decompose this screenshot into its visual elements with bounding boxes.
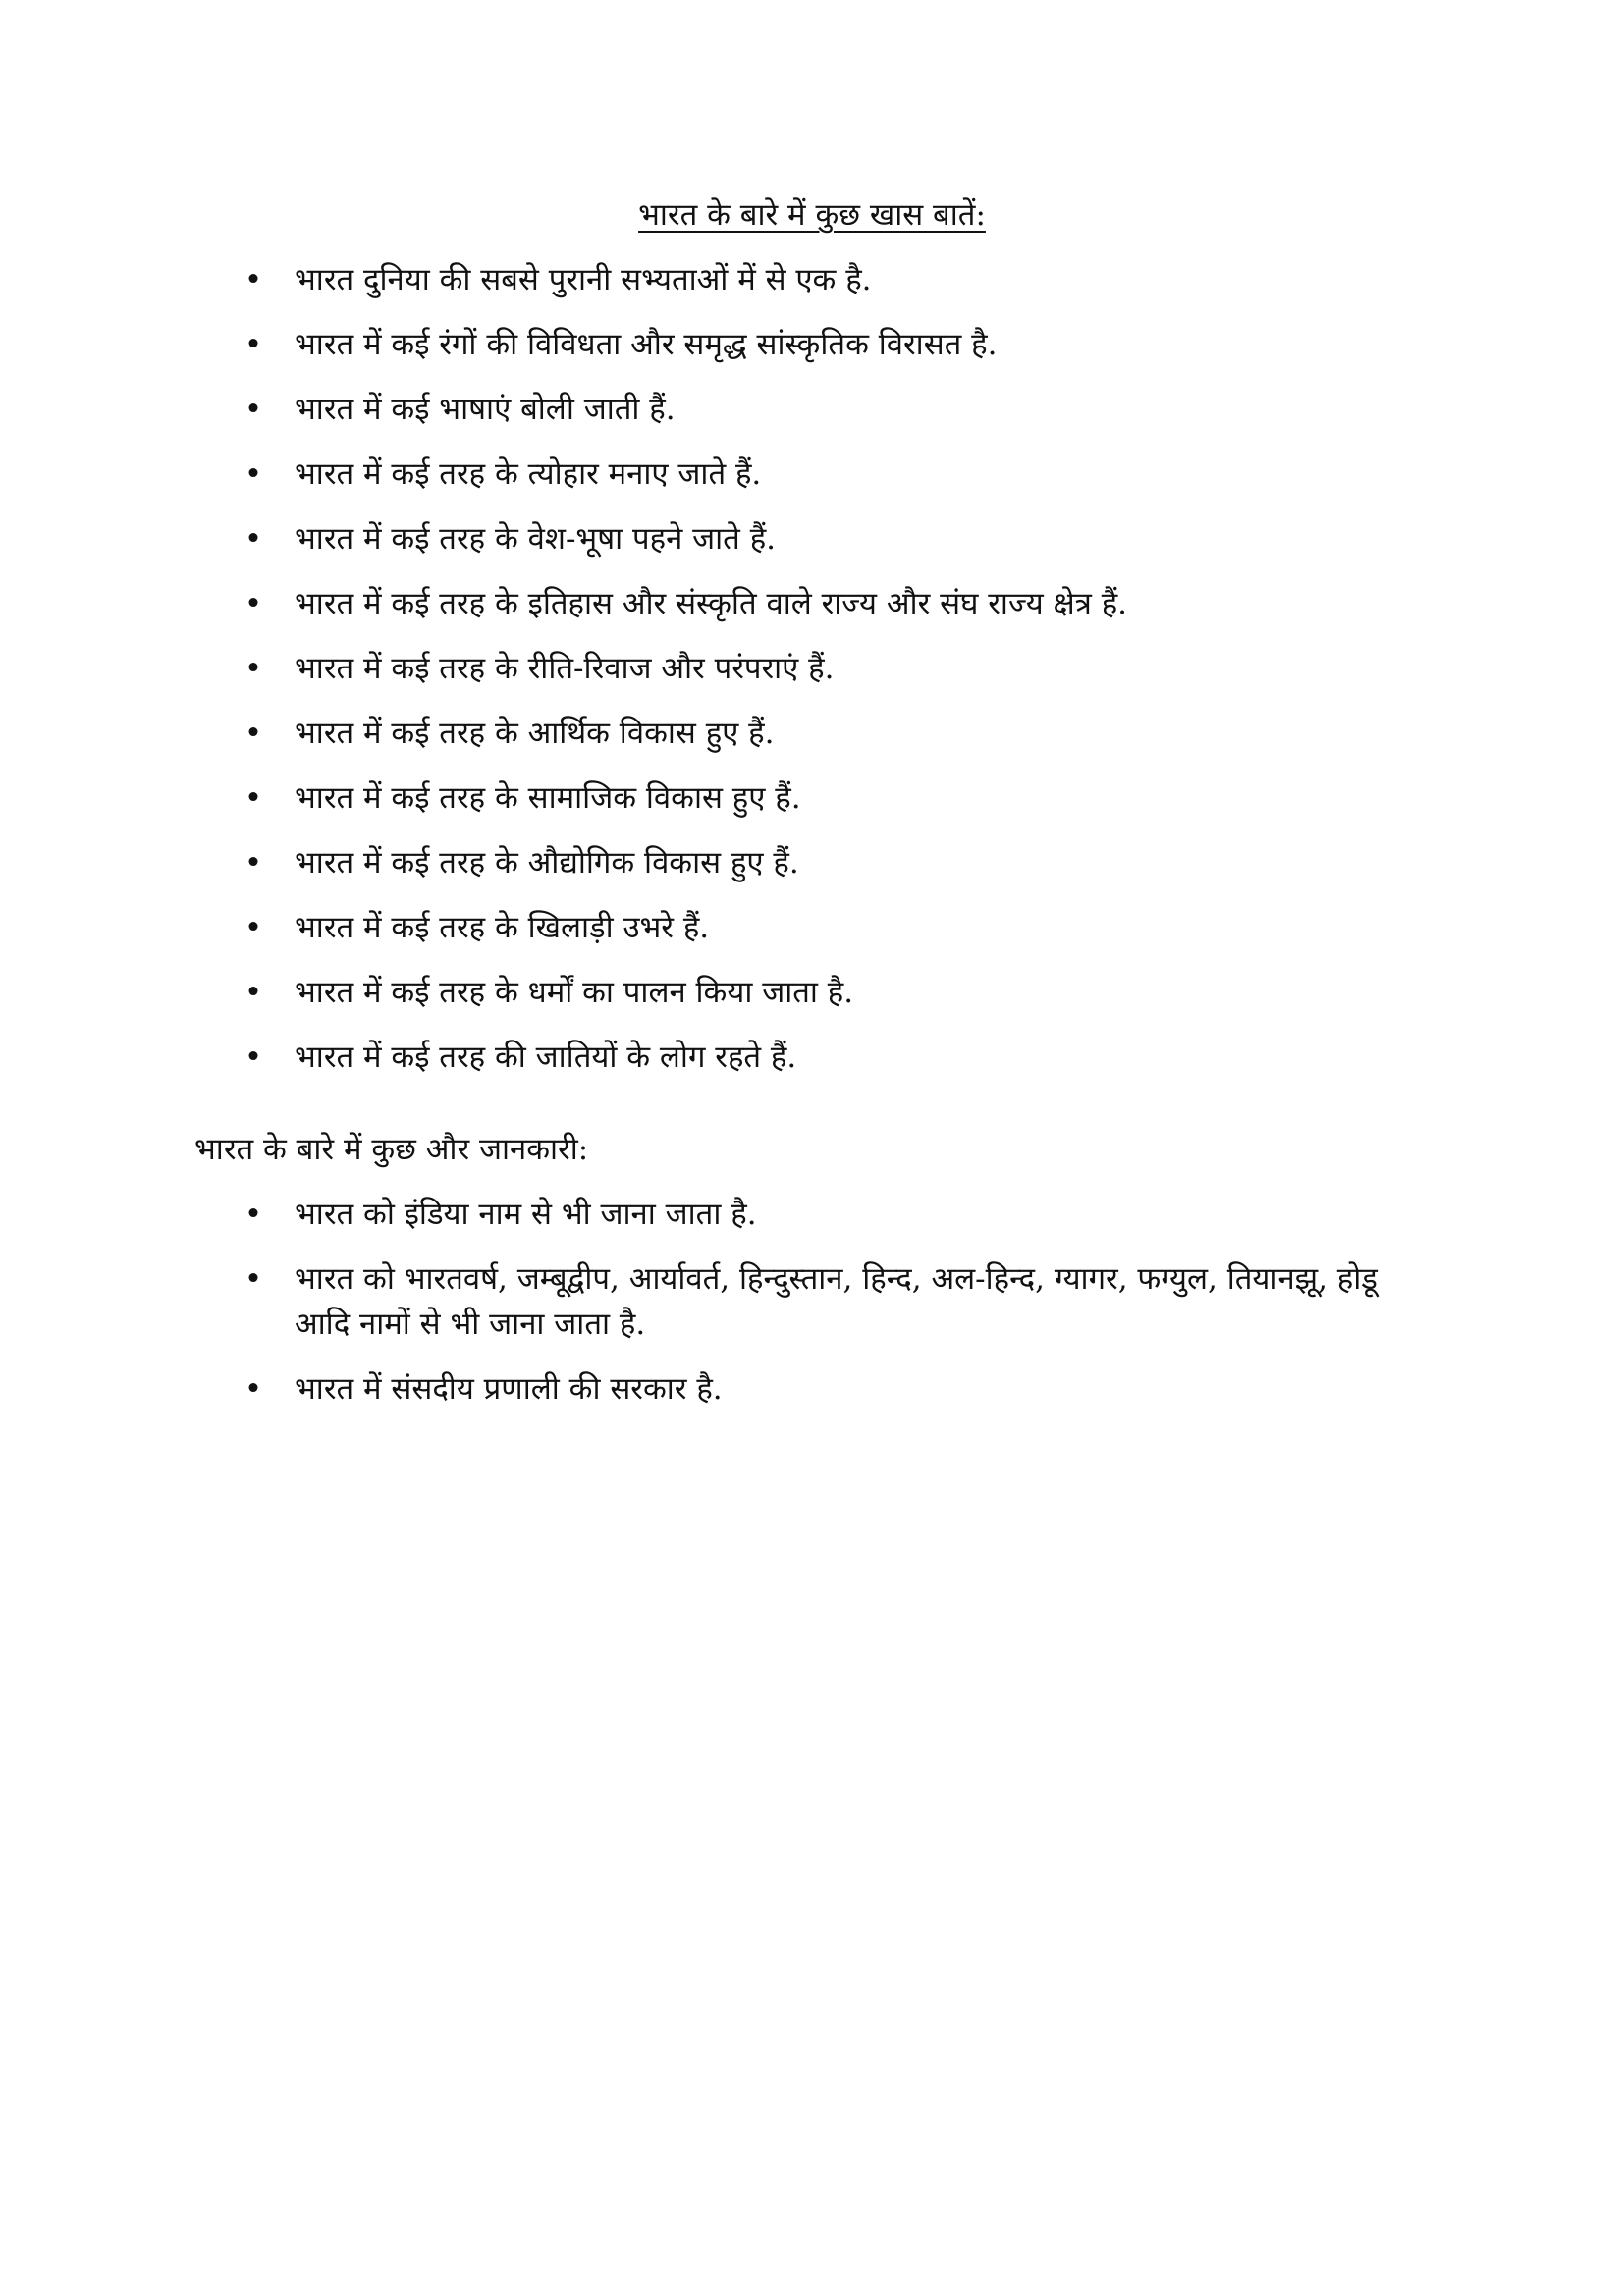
bullet-icon: •	[244, 521, 263, 557]
list-item-text: भारत को इंडिया नाम से भी जाना जाता है.	[295, 1197, 757, 1232]
bullet-icon: •	[244, 1197, 263, 1232]
list-item-text: भारत में संसदीय प्रणाली की सरकार है.	[295, 1371, 723, 1407]
list-item	[244, 1256, 1422, 1347]
list-item	[244, 905, 1422, 950]
bullet-icon: •	[244, 327, 263, 362]
bullet-icon: •	[244, 716, 263, 751]
list-item	[244, 775, 1422, 821]
list-item-text: भारत को भारतवर्ष, जम्बूद्वीप, आर्यावर्त, हिन्दुस्तान, हिन्द, अल-हिन्द, ग्यागर, फग्युल, तियानझू, होडू आदि नामों से भी जाना जाता है.	[295, 1261, 1378, 1342]
list-item-text: भारत दुनिया की सबसे पुरानी सभ्यताओं में से एक है.	[295, 262, 872, 297]
bullet-icon: •	[244, 780, 263, 816]
bullet-icon: •	[244, 262, 263, 297]
list-item	[244, 711, 1422, 756]
list-item	[244, 581, 1422, 626]
list-item	[244, 387, 1422, 432]
list-item-text: भारत में कई तरह के औद्योगिक विकास हुए हैं.	[295, 845, 799, 881]
list-item-text: भारत में कई तरह के धर्मों का पालन किया जाता है.	[295, 975, 854, 1010]
page-title-text: भारत के बारे में कुछ खास बातें:	[638, 197, 986, 233]
section-subheading: भारत के बारे में कुछ और जानकारी:	[194, 1132, 589, 1167]
list-item	[244, 322, 1422, 367]
bullet-icon: •	[244, 845, 263, 881]
more-info-list	[244, 1192, 1422, 1431]
list-item-text: भारत में कई तरह के इतिहास और संस्कृति वाले राज्य और संघ राज्य क्षेत्र हैं.	[295, 586, 1128, 621]
list-item-text: भारत में कई भाषाएं बोली जाती हैं.	[295, 392, 676, 427]
list-item	[244, 646, 1422, 691]
list-item-text: भारत में कई तरह के त्योहार मनाए जाते हैं.	[295, 456, 762, 492]
facts-list	[244, 257, 1422, 1099]
bullet-icon: •	[244, 586, 263, 621]
list-item-text: भारत में कई रंगों की विविधता और समृद्ध सांस्कृतिक विरासत है.	[295, 327, 998, 362]
bullet-icon: •	[244, 910, 263, 945]
list-item-text: भारत में कई तरह के आर्थिक विकास हुए हैं.	[295, 716, 775, 751]
page-title	[0, 192, 1624, 238]
list-item	[244, 452, 1422, 497]
list-item	[244, 1366, 1422, 1412]
bullet-icon: •	[244, 651, 263, 686]
bullet-icon: •	[244, 1371, 263, 1407]
list-item-text: भारत में कई तरह की जातियों के लोग रहते हैं.	[295, 1040, 797, 1075]
list-item-text: भारत में कई तरह के वेश-भूषा पहने जाते हैं.	[295, 521, 777, 557]
list-item-text: भारत में कई तरह के खिलाड़ी उभरे हैं.	[295, 910, 710, 945]
list-item	[244, 1035, 1422, 1080]
bullet-icon: •	[244, 456, 263, 492]
list-item-text: भारत में कई तरह के सामाजिक विकास हुए हैं.	[295, 780, 801, 816]
list-item	[244, 257, 1422, 302]
list-item-text: भारत में कई तरह के रीति-रिवाज और परंपराएं हैं.	[295, 651, 835, 686]
bullet-icon: •	[244, 1261, 263, 1297]
list-item	[244, 970, 1422, 1015]
bullet-icon: •	[244, 392, 263, 427]
list-item	[244, 1192, 1422, 1237]
bullet-icon: •	[244, 1040, 263, 1075]
list-item	[244, 840, 1422, 885]
bullet-icon: •	[244, 975, 263, 1010]
list-item	[244, 516, 1422, 561]
